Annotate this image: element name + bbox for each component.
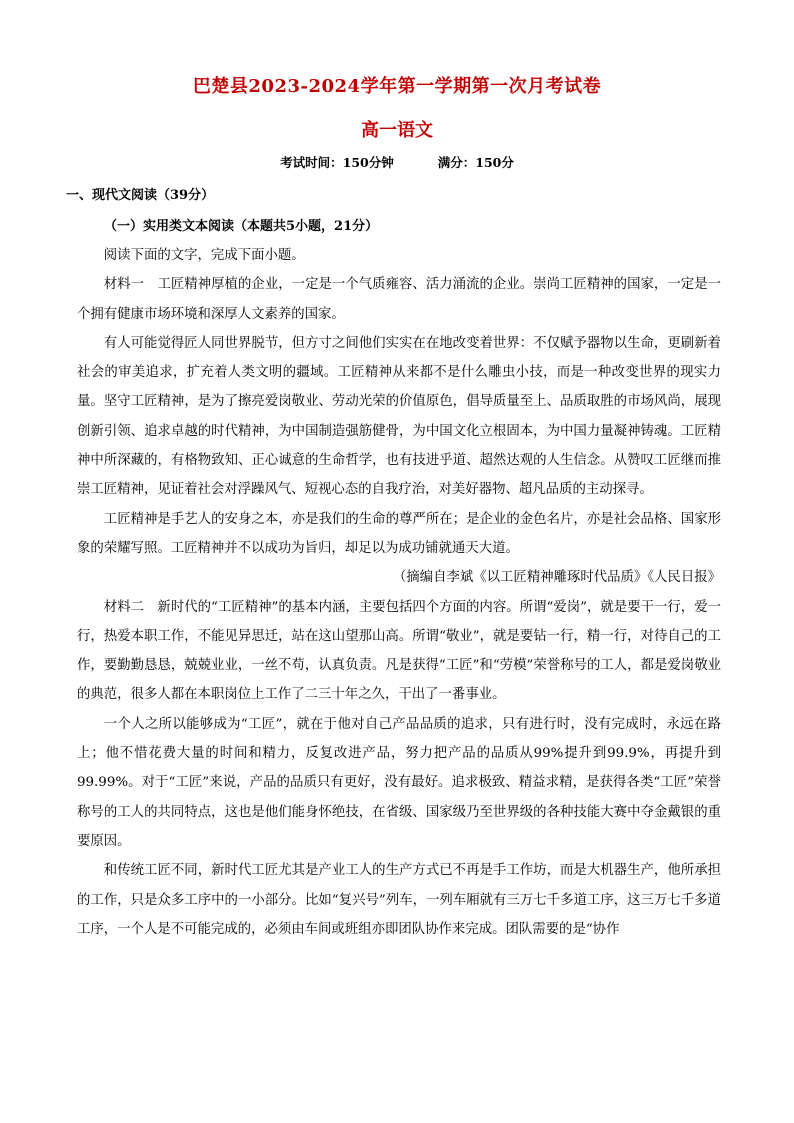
material-paragraph: 有人可能觉得匠人同世界脱节，但方寸之间他们实实在在地改变着世界：不仅赋予器物以生命，更刷新着社会的审美追求，扩充着人类文明的疆域。工匠精神从来都不是什么雕虫小技，而是一种改变世界的现实力量。坚守工匠精神，是为了擦亮爱岗敬业、劳动光荣的价值原色，倡导质量至上、品质取胜的市场风尚，展现创新引领、追求卓越的时代精神，为中国制造强筋健骨，为中国文化立根固本，为中国力量凝神铸魂。工匠精神中所深藏的，有格物致知、正心诚意的生命哲学，也有技进乎道、超然达观的人生信念。从赞叹工匠继而推崇工匠精神，见证着社会对浮躁风气、短视心态的自我疗治，对美好器物、超凡品质的主动探寻。: [77, 335, 721, 498]
subsection-title: （一）实用类文本阅读（本题共5小题，21分）: [104, 219, 379, 234]
exam-meta: [0, 153, 794, 171]
material-paragraph: 工匠精神是手艺人的安身之本，亦是我们的生命的尊严所在；是企业的金色名片，亦是社会品格、国家形象的荣耀写照。工匠精神并不以成功为旨归，却足以为成功铺就通天大道。: [77, 511, 721, 556]
material-paragraph: 一个人之所以能够成为“工匠”，就在于他对自己产品品质的追求，只有进行时，没有完成时，永远在路上；他不惜花费大量的时间和精力，反复改进产品，努力把产品的品质从99%提升到99.9%，再提升到99.99%。对于“工匠”来说，产品的品质只有更好，没有最好。追求极致、精益求精，是获得各类“工匠”荣誉称号的工人的共同特点，这也是他们能身怀绝技，在省级、国家级乃至世界级的各种技能大赛中夺金戴银的重要原因。: [77, 716, 721, 849]
reading-passage: [77, 241, 721, 944]
full-score: 满分：150分: [437, 155, 514, 170]
instruction-paragraph: 阅读下面的文字，完成下面小题。: [103, 248, 305, 263]
source-citation: （摘编自李斌《以工匠精神雕琢时代品质》《人民日报》: [392, 570, 721, 586]
exam-title: 巴楚县2023-2024学年第一学期第一次月考试卷: [192, 76, 602, 97]
exam-time: 考试时间：150分钟: [280, 155, 394, 170]
material-paragraph: 和传统工匠不同，新时代工匠尤其是产业工人的生产方式已不再是手工作坊，而是大机器生产，他所承担的工作，只是众多工序中的一小部分。比如“复兴号”列车，一列车厢就有三万七千多道工序，这三万七千多道工序，一个人是不可能完成的，必须由车间或班组亦即团队协作来完成。团队需要的是“协作: [77, 863, 721, 937]
material-paragraph: 材料一 工匠精神厚植的企业，一定是一个气质雍容、活力涌流的企业。崇尚工匠精神的国家，一定是一个拥有健康市场环境和深厚人文素养的国家。: [77, 277, 721, 322]
section-title: 一、现代文阅读（39分）: [66, 188, 215, 203]
subject-title: 高一语文: [361, 120, 433, 141]
material-paragraph: 材料二 新时代的“工匠精神”的基本内涵，主要包括四个方面的内容。所谓“爱岗”，就是要干一行，爱一行，热爱本职工作，不能见异思迁，站在这山望那山高。所谓“敬业”，就是要钻一行，精一行，对待自己的工作，要勤勤恳恳，兢兢业业，一丝不苟，认真负责。凡是获得“工匠”和“劳模”荣誉称号的工人，都是爱岗敬业的典范，很多人都在本职岗位上工作了二三十年之久，干出了一番事业。: [77, 599, 721, 703]
